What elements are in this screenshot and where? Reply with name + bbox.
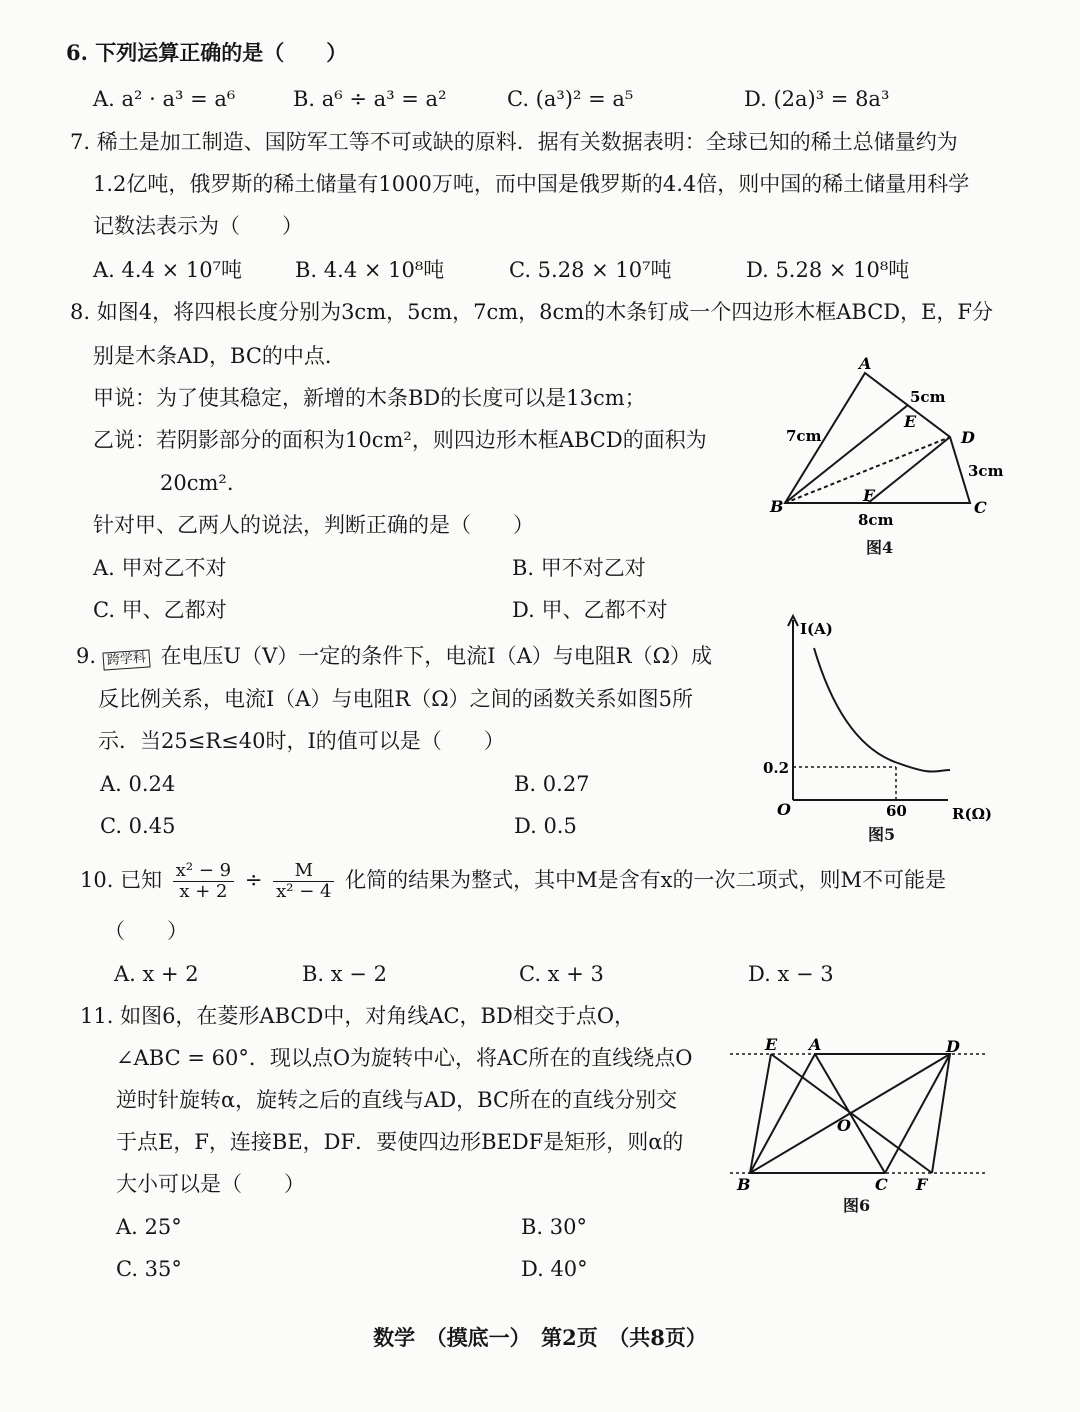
divide-operator: ÷ <box>244 868 263 892</box>
figure-5-caption: 图5 <box>868 825 896 844</box>
label-e: E <box>904 412 917 431</box>
q11-line-5: 大小可以是（ ） <box>116 1172 305 1196</box>
inverse-curve <box>814 648 950 772</box>
y-tick-label: 0.2 <box>763 759 790 777</box>
q6-option-d: D. (2a)³ = 8a³ <box>744 87 890 111</box>
segment-be <box>785 405 908 503</box>
figure-6-caption: 图6 <box>843 1196 871 1215</box>
q11-option-c: C. 35° <box>116 1257 182 1281</box>
fraction-1 <box>173 861 234 902</box>
q10-paren: （ ） <box>104 919 188 943</box>
label-f: F <box>916 1175 928 1194</box>
label-b: B <box>770 497 784 516</box>
q8-line-5: 20cm². <box>160 471 234 495</box>
q6-stem: 6. 下列运算正确的是（ ） <box>66 40 348 65</box>
q8-line-3: 甲说：为了使其稳定，新增的木条BD的长度可以是13cm； <box>93 386 646 410</box>
q9-option-d: D. 0.5 <box>514 814 577 838</box>
y-axis-label: I(A) <box>800 620 833 638</box>
length-ad: 5cm <box>910 388 946 406</box>
q11-line-1: 11. 如图6，在菱形ABCD中，对角线AC，BD相交于点O， <box>80 1004 636 1028</box>
q9-option-c: C. 0.45 <box>100 814 176 838</box>
q6-option-a: A. a² · a³ = a⁶ <box>93 87 236 111</box>
fraction-1-numerator: x² − 9 <box>173 861 234 882</box>
q10-option-c: C. x + 3 <box>519 962 604 986</box>
x-tick-label: 60 <box>886 802 907 820</box>
rotated-line-ef <box>771 1054 932 1173</box>
q8-option-b: B. 甲不对乙对 <box>512 556 646 580</box>
q7-line-3: 记数法表示为（ ） <box>93 214 303 238</box>
q10-option-a: A. x + 2 <box>114 962 199 986</box>
length-ab: 7cm <box>786 427 822 445</box>
fraction-2-denominator: x² − 4 <box>276 881 332 902</box>
origin-label: O <box>777 800 791 819</box>
segment-fd <box>868 437 950 503</box>
q10-option-d: D. x − 3 <box>748 962 834 986</box>
length-dc: 3cm <box>968 462 1004 480</box>
label-e: E <box>765 1035 778 1054</box>
q8-line-4: 乙说：若阴影部分的面积为10cm²，则四边形木框ABCD的面积为 <box>93 428 707 452</box>
q9-line-1 <box>76 643 712 669</box>
q11-option-a: A. 25° <box>116 1215 182 1239</box>
q9-line-2: 反比例关系，电流I（A）与电阻R（Ω）之间的函数关系如图5所 <box>98 687 694 711</box>
q7-option-d: D. 5.28 × 10⁸吨 <box>746 258 910 282</box>
fraction-1-denominator: x + 2 <box>179 881 228 902</box>
q9-line-1-text: 在电压U（V）一定的条件下，电流I（A）与电阻R（Ω）成 <box>160 644 712 668</box>
figure-4-quadrilateral <box>760 355 1020 555</box>
q10-suffix: 化简的结果为整式，其中M是含有x的一次二项式，则M不可能是 <box>345 868 947 892</box>
x-axis-label: R(Ω) <box>952 805 993 823</box>
q8-line-1: 8. 如图4，将四根长度分别为3cm，5cm，7cm，8cm的木条钉成一个四边形木框ABCD，E，F分 <box>70 300 994 324</box>
figure-6-rhombus <box>725 1030 1000 1195</box>
q7-line-2: 1.2亿吨，俄罗斯的稀土储量有1000万吨，而中国是俄罗斯的4.4倍，则中国的稀土储量用科学 <box>93 172 970 196</box>
figure-4-caption: 图4 <box>866 538 894 557</box>
q11-option-d: D. 40° <box>521 1257 588 1281</box>
q10-prefix: 10. 已知 <box>80 868 163 892</box>
interdisciplinary-tag: 跨学科 <box>102 649 150 670</box>
fraction-2 <box>273 861 334 902</box>
q11-line-4: 于点E，F，连接BE，DF．要使四边形BEDF是矩形，则α的 <box>116 1130 684 1154</box>
q6-option-c: C. (a³)² = a⁵ <box>507 87 634 111</box>
label-d: D <box>946 1037 960 1056</box>
q9-option-a: A. 0.24 <box>100 772 176 796</box>
q7-line-1: 7. 稀土是加工制造、国防军工等不可或缺的原料．据有关数据表明：全球已知的稀土总储量约为 <box>70 130 958 154</box>
fraction-2-numerator: M <box>273 861 334 882</box>
label-a: A <box>809 1035 822 1054</box>
q8-option-a: A. 甲对乙不对 <box>93 556 227 580</box>
q11-option-b: B. 30° <box>521 1215 588 1239</box>
q7-option-a: A. 4.4 × 10⁷吨 <box>93 258 242 282</box>
label-a: A <box>859 355 872 373</box>
q6-option-b: B. a⁶ ÷ a³ = a² <box>293 87 447 111</box>
q9-number: 9. <box>76 644 97 668</box>
q9-option-b: B. 0.27 <box>514 772 590 796</box>
label-c: C <box>875 1175 888 1194</box>
q7-option-c: C. 5.28 × 10⁷吨 <box>509 258 672 282</box>
q10-line-1 <box>80 858 946 902</box>
label-b: B <box>737 1175 751 1194</box>
q11-line-3: 逆时针旋转α，旋转之后的直线与AD，BC所在的直线分别交 <box>116 1088 678 1112</box>
label-d: D <box>961 428 975 447</box>
label-o: O <box>837 1116 851 1135</box>
q11-line-2: ∠ABC = 60°．现以点O为旋转中心，将AC所在的直线绕点O <box>116 1046 693 1070</box>
q9-line-3: 示．当25≤R≤40时，I的值可以是（ ） <box>98 729 505 753</box>
q8-option-c: C. 甲、乙都对 <box>93 598 227 622</box>
q10-option-b: B. x − 2 <box>302 962 387 986</box>
q8-line-2: 别是木条AD，BC的中点． <box>93 344 346 368</box>
label-f: F <box>863 486 875 505</box>
figure-5-graph <box>760 612 1010 827</box>
label-c: C <box>974 498 987 517</box>
q8-line-6: 针对甲、乙两人的说法，判断正确的是（ ） <box>93 513 534 537</box>
length-bc: 8cm <box>858 511 894 529</box>
q7-option-b: B. 4.4 × 10⁸吨 <box>295 258 445 282</box>
page-footer: 数学 （摸底一） 第2页 （共8页） <box>373 1325 707 1350</box>
q8-option-d: D. 甲、乙都不对 <box>512 598 668 622</box>
